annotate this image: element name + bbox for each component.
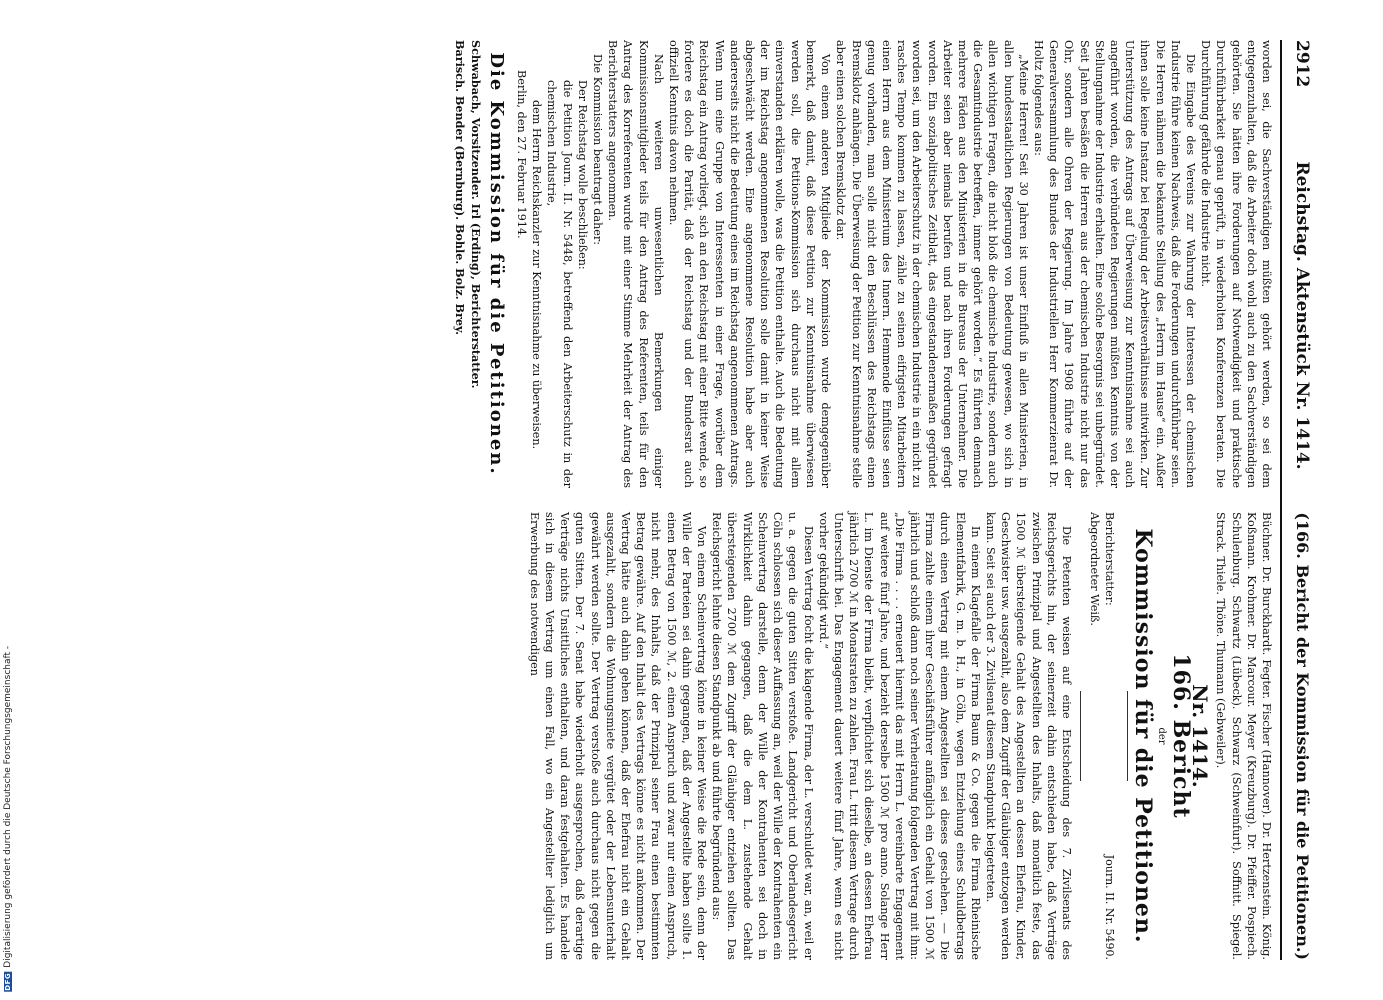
paragraph: Die Petenten weisen auf eine Entscheidung des 7. Zivilsenats des Reichsgerichts hin, der seinerzeit dahin entschieden habe, daß Verträge zwischen Prinzipal und Angestellten des Inhalts, daß monatlich feste, das 1500 ℳ übersteigende Gehalt des Angestellten an dessen Ehefrau, Kinder, Geschwister usw. ausgezahlt, also dem Zugriff der Gläubiger entzogen werden kann. Seit sei auch der 3. Zivilsenat diesem Standpunkt beigetreten.	[983, 512, 1073, 960]
signatories: Barisch. Bender (Bernburg). Bohle. Bolz. Brey.	[453, 40, 468, 336]
report-title: 166. Bericht	[1167, 653, 1194, 819]
journal-reference: Journ. II. Nr. 5490.	[1103, 854, 1117, 960]
paragraph: „Meine Herren! Seit 30 Jahren ist unser Einfluß in allen Ministerien, in allen bundesstaatlichen Regierungen von Bedeutung gewesen, wo sich in allen wichtigen Fragen, die nicht bloß die chemische Industrie, sondern auch die Gesamtindustrie betreffen, immer gehört worden.“ Es führten demnach mehrere Fäden aus den Ministerien in die Bureaus der Unternehmer. Die Arbeiter seien aber niemals berufen und nach ihren Forderungen gefragt worden. Ein sozialpolitisches Zeitblatt, das eingestandenermaßen gegründet worden sei, um den Arbeiterschutz in der chemischen Industrie in ein nicht zu rasches Tempo kommen zu lassen, zähle zu seinen eifrigsten Mitarbeitern einen Herrn aus dem Ministerium des Innern. Hemmende Einflüsse seien genug vorhanden, man solle nicht den Beschlüssen des Reichstags einen Bremsklotz anhängen. Die Überweisung der Petition zur Kenntnisnahme stelle aber einen solchen Bremsklotz dar.	[834, 40, 1030, 488]
signoff: Die Kommission für die Petitionen.	[485, 52, 507, 476]
right-column	[527, 512, 1274, 960]
page-header	[1280, 40, 1312, 960]
motion-line: Der Reichstag wolle beschließen:	[575, 80, 589, 270]
page-number: 2912	[1292, 40, 1312, 88]
paragraph: Diesen Vertrag focht die klagende Firma, der L. verschuldet war, an, weil er u. a. gegen die guten Sitten verstoße. Landgericht und Oberlandesgericht Cöln schlossen sich dieser Auffassung an, weil der Wille der Kontrahenten ein Scheinvertrag darstelle, denn der Wille der Kontrahenten sei doch in Wirklichkeit dahin gegangen, daß die dem L. zustehende Gehalt übersteigenden 2700 ℳ dem Zugriff der Gläubiger entziehen sollten. Das Reichsgericht lehnte diesen Standpunkt ab und führte begründend aus:	[710, 512, 815, 960]
berichterstatter-label: Berichterstatter:	[1103, 512, 1117, 606]
header-center: Reichstag. Aktenstück Nr. 1414.	[1292, 161, 1312, 470]
paragraph: Nach weiteren unwesentlichen Bemerkungen einiger Kommissionsmitglieder teils für den Antrag des Referenten, teils für den Antrag des Korreferenten wurde mit einer Stimme Mehrheit der Antrag des Berichterstatters angenommen.	[606, 40, 665, 488]
signatories: Schwabach, Vorsitzender. Irl (Erding), Berichterstatter.	[468, 40, 483, 389]
header-right: (166. Bericht der Kommission für die Petitionen.)	[1293, 512, 1312, 960]
paragraph: Die Eingabe des Vereins zur Wahrung der Interessen der chemischen Industrie führe keinen Nachweis, daß die Forderungen undurchführbar seien. Die Herren nähmen die bekannte Stellung des „Herrn im Hause“ ein. Außer ihnen solle keine Instanz bei Regelung der Arbeitsverhältnisse mitwirken. Zur Unterstützung des Antrags auf Überweisung zur Kenntnisnahme sei auch angeführt worden, die verbündeten Regierungen müßten Kenntnis von der Stellungnahme der Industrie erhalten. Eine solche Besorgnis sei unbegründet. Seit Jahren besäßen die Herren aus der chemischen Industrie nicht nur das Ohr, sondern alle Ohren der Regierung. Im Jahre 1908 führte auf der Generalversammlung des Bundes der Industriellen Herr Kommerzienrat Dr. Holtz folgendes aus:	[1031, 40, 1197, 488]
report-der: der	[1155, 727, 1167, 745]
divider	[1080, 691, 1081, 781]
motion-line: die Petition Journ. II. Nr. 5448, betreffend den Arbeiterschutz in der chemischen Industrie,	[545, 80, 574, 488]
paragraph: In einem Klagefalle der Firma Baum & Co. gegen die Firma Rheinische Elementfabrik, G. m. b. H., in Cöln, wegen Entziehung eines Schuldbetrags durch einen Vertrag mit einem Angestellten sei dieses geschehen. — Die Firma zahlte einem ihrer Geschäftsführer anfänglich ein Gehalt von 1500 ℳ jährlich und schloß dann noch seiner Verheiratung folgenden Vertrag mit ihm: „Die Firma . . . . erneuert hiermit das mit Herrn L. vereinbarte Engagement auf weitere fünf Jahre, und bezieht derselbe 1500 ℳ pro anno. Solange Herr L. im Dienste der Firma bleibt, verpflichtet sich dieselbe, an dessen Ehefrau jährlich 2700 ℳ in Monatsraten zu zahlen. Frau L. tritt diesem Vertrage durch Unterschrift bei. Das Engagement dauert weitere fünf Jahre, wenn es nicht vorher gekündigt wird.“	[816, 512, 982, 960]
paragraph: Die Kommission beantragt daher:	[591, 54, 605, 246]
reference-line	[1102, 512, 1117, 960]
report-number: Nr. 1414.	[1188, 684, 1213, 788]
date-line: Berlin, den 27. Februar 1914.	[515, 70, 529, 239]
paragraph: Von einem Scheinvertrag könne in keiner Weise die Rede sein, denn der Wille der Parteien sei dahin gegangen, daß der Angestellte haben sollte 1. einen Betrag von 1500 ℳ, 2. einen Anspruch und zwar nur einen Anspruch, nicht mehr, des Inhalts, daß der Prinzipal seiner Frau einen bestimmten Betrag gewähre. Auf den Inhalt des Vertrags könne es nicht ankommen. Der Vertrag hätte auch dahin gehen können, daß der Ehefrau nicht ein Gehalt ausgezahlt, sondern die Wohnungsmiete vergütet oder der Lebensunterhalt gewährt werden sollte. Der Vertrag verstoße auch durchaus nicht gegen die guten Sitten. Der 7. Senat habe wiederholt ausgesprochen, daß derartige Verträge nichts Unsittliches enthalten, und daran festgehalten. Es handele sich in diesem Vertrag um einen Fall, wo ein Angestellter lediglich um Erwerbung des notwendigen	[527, 512, 709, 960]
report-subtitle: Kommission für die Petitionen.	[1129, 528, 1156, 944]
members-list: Büchner. Dr. Burckhardt. Fegter. Fischer (Hannover). Dr. Hertzenstein. König. Koßmann. Krohmer. Dr. Marcour. Meyer (Kreuzburg). Dr. Pfeiffer. Pospiech. Schulenburg. Schwartz (Lübeck). Schwarz (Schweinfurt). Soffnitt. Spiegel. Strack. Thiele. Thöne. Thumann (Gebweiler).	[1214, 512, 1273, 960]
paragraph: Von einem anderen Mitgliede der Kommission wurde demgegenüber bemerkt, daß damit, daß diese Petition zur Kenntnisnahme überwiesen werden soll, die Petitions-Kommission sich durchaus nicht mit allem einverstanden erklären wolle, was die Petition enthalte. Auch die Bedeutung der im Reichstag angenommenen Resolution solle damit in keiner Weise abgeschwächt werden. Eine angenommene Resolution habe aber auch andererseits nicht die Bedeutung eines im Reichstag angenommenen Antrags. Wenn nun eine Gruppe von Interessenten in einer Frage, worüber dem Reichstag ein Antrag vorliegt, sich an den Reichstag mit einer Bitte wende, so fordere es doch die Parität, daß der Reichstag und der Bundesrat auch offiziell Kenntnis davon nehmen.	[667, 40, 833, 488]
digitization-credit: Digitalisierung gefördert durch die Deutsche Forschungsgemeinschaft -	[3, 646, 13, 969]
divider	[1127, 691, 1128, 781]
left-column	[452, 40, 1274, 488]
motion-line: dem Herrn Reichskanzler zur Kenntnisnahme zu überweisen.	[530, 100, 544, 450]
logo-dfg: DFG	[4, 973, 12, 991]
paragraph: worden sei, die Sachverständigen müßten gehört werden, so sei dem entgegenzuhalten, daß die Arbeiter doch wohl auch zu den Sachverständigen gehörten. Sie hätten ihre Forderungen auf Notwendigkeit und praktische Durchführbarkeit genau geprüft, in wiederholten Konferenzen beraten. Die Durchführung gefährde die Industrie nicht.	[1199, 40, 1273, 488]
berichterstatter-name: Abgeordneter Weiß.	[1088, 512, 1102, 626]
